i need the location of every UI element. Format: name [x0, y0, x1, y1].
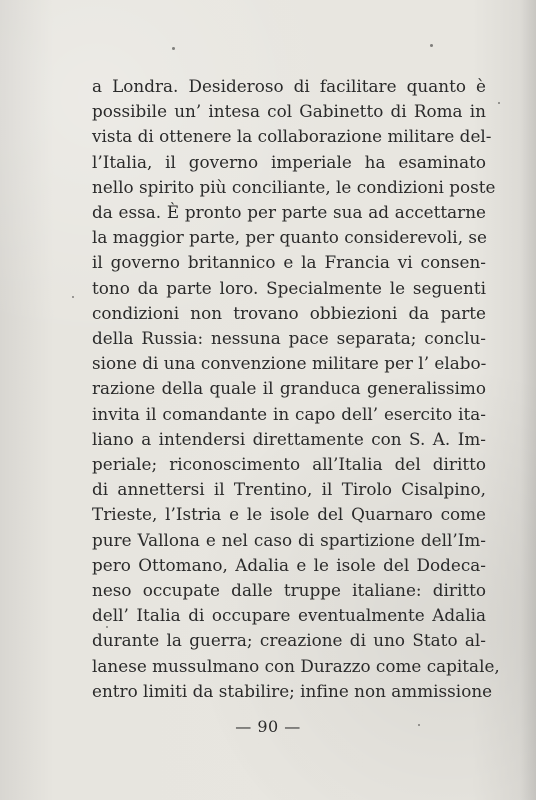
text-line: durante la guerra; creazione di uno Stato al- — [92, 630, 486, 651]
paper-speck — [172, 47, 175, 50]
text-line: a Londra. Desideroso di facilitare quanto è — [92, 76, 486, 96]
text-line: pure Vallona e nel caso di spartizione dell’Im- — [92, 529, 486, 550]
text-line: neso occupate dalle truppe italiane: diritto — [92, 580, 486, 601]
paper-speck — [498, 102, 500, 104]
text-line: invita il comandante in capo dell’ esercito ita- — [92, 403, 486, 424]
text-line: tono da parte loro. Specialmente le seguenti — [92, 277, 486, 298]
text-line: l’Italia, il governo imperiale ha esaminato — [92, 151, 486, 172]
paper-speck — [430, 44, 433, 47]
text-line: entro limiti da stabilire; infine non ammissione — [92, 680, 493, 701]
page-edge-shadow — [520, 0, 536, 800]
text-line: razione della quale il granduca generalissimo — [92, 378, 486, 399]
text-line: pero Ottomano, Adalia e le isole del Dodeca- — [92, 554, 486, 575]
text-line: la maggior parte, per quanto considerevoli, se — [92, 227, 487, 248]
text-line: dell’ Italia di occupare eventualmente Adalia — [92, 605, 486, 626]
text-line: della Russia: nessuna pace separata; conclu- — [92, 328, 486, 349]
page-number: — 90 — — [235, 717, 301, 736]
text-line: nello spirito più conciliante, le condizioni poste — [92, 176, 496, 197]
text-line: il governo britannico e la Francia vi consen- — [92, 252, 486, 273]
text-line: sione di una convenzione militare per l’ elabo- — [92, 353, 487, 374]
text-line: vista di ottenere la collaborazione militare del- — [92, 126, 492, 147]
text-line: Trieste, l’Istria e le isole del Quarnaro come — [92, 504, 486, 525]
text-line: lanese mussulmano con Durazzo come capitale, — [92, 655, 500, 676]
paper-speck — [72, 296, 74, 298]
text-line: di annettersi il Trentino, il Tirolo Cisalpino, — [92, 479, 486, 500]
text-line: periale; riconoscimento all’Italia del diritto — [92, 454, 486, 475]
text-line: condizioni non trovano obbiezioni da parte — [92, 302, 486, 323]
page-text — [92, 74, 500, 704]
text-line: possibile un’ intesa col Gabinetto di Roma in — [92, 101, 486, 122]
text-line: liano a intendersi direttamente con S. A. Im- — [92, 428, 486, 449]
text-line: da essa. È pronto per parte sua ad accettarne — [92, 202, 486, 223]
